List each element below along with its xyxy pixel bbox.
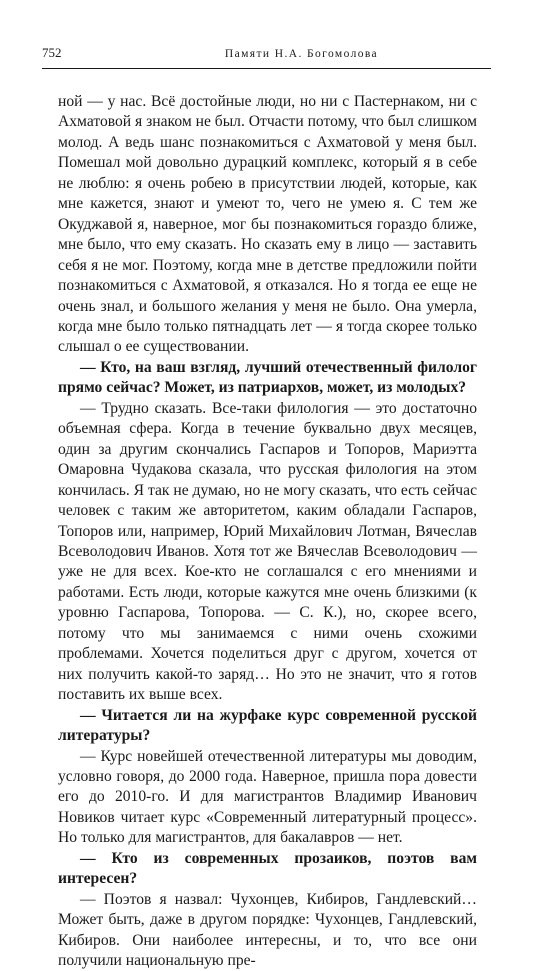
paragraph-continuation: ной — у нас. Всё достойные люди, но ни с Пастернаком, ни с Ахматовой я знаком не был. Отчасти потому, что был слишком молод. А ведь шанс познакомиться с Ахматовой у меня был. Помешал мой довольно дурацкий комплекс, который я в себе не люблю: я очень робею в присутствии людей, которые, как мне кажется, знают и умеют то, чего не умею я. С тем же Окуджавой я, наверное, мог бы познакомиться гораздо ближе, мне было, что ему сказать. Но сказать ему в лицо — заставить себя я не мог. Поэтому, когда мне в детстве предложили пойти познакомиться с Ахматовой, я отказался. Но я тогда ее еще не очень знал, и большого желания у меня не было. Она умерла, когда мне было только пятнадцать лет — я тогда скорее только слышал о ее существовании. <box>58 93 477 356</box>
page-body <box>58 92 477 971</box>
interview-answer: — Курс новейшей отечественной литературы мы доводим, условно говоря, до 2000 года. Наверное, пришла пора довести его до 2010-го. И для магистрантов Владимир Иванович Новиков читает курс «Современный литературный процесс». Но только для магистрантов, для бакалавров — нет. <box>58 747 477 847</box>
interview-answer: — Трудно сказать. Все-таки филология — это достаточно объемная сфера. Когда в течение буквально двух месяцев, один за другим скончались Гаспаров и Топоров, Мариэтта Омаровна Чудакова сказала, что русская филология на этом кончилась. Я так не думаю, но не могу сказать, что есть сейчас человек с таким же авторитетом, каким обладали Гаспаров, Топоров или, например, Юрий Михайлович Лотман, Вячеслав Всеволодович Иванов. Хотя тот же Вячеслав Всеволодович — уже не для всех. Кое-кто не соглашался с его мнениями и работами. Есть люди, которые кажутся мне очень близкими (к уровню Гаспарова, Топорова. — С. К.), но, скорее всего, потому что мы занимаемся с ними очень схожими проблемами. Хочется поделиться друг с другом, хочется от них получить какой-то заряд… Но это не значит, что я готов поставить их выше всех. <box>58 399 477 704</box>
interview-question: — Кто из современных прозаиков, поэтов вам интересен? <box>58 849 477 888</box>
running-title: Памяти Н.А. Богомолова <box>224 48 379 60</box>
interview-question: — Читается ли на журфаке курс современной русской литературы? <box>58 706 477 745</box>
header-rule <box>42 68 491 69</box>
page-header <box>42 45 491 67</box>
interview-question: — Кто, на ваш взгляд, лучший отечественный филолог прямо сейчас? Может, из патриархов, может, из молодых? <box>58 358 477 397</box>
interview-answer: — Поэтов я назвал: Чухонцев, Кибиров, Гандлевский… Может быть, даже в другом порядке: Чухонцев, Гандлевский, Кибиров. Они наиболее интересны, и то, что все они получили национальную пре- <box>58 890 477 970</box>
page-number: 752 <box>42 45 62 60</box>
